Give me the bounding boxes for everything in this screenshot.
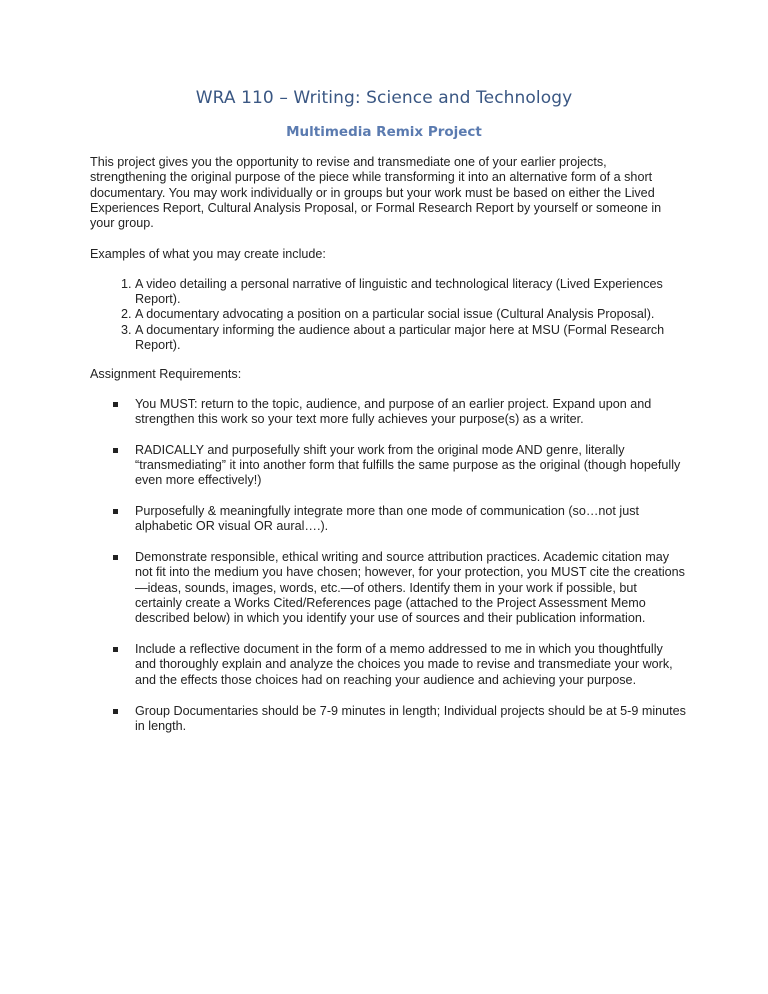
requirement-item-6 (135, 704, 686, 735)
requirements-list (90, 397, 686, 735)
square-bullet-icon (113, 448, 118, 453)
example-item-1: 1. A video detailing a personal narrative of linguistic and technological literacy (Lived Experiences Report). (135, 277, 686, 308)
requirement-text: RADICALLY and purposefully shift your work from the original mode AND genre, literally “transmediating” it into another form that fulfills the same purpose as the original (though hopefully even more effectively!) (135, 442, 681, 488)
requirement-item-2 (135, 443, 686, 489)
examples-list (90, 277, 686, 353)
requirement-text: Group Documentaries should be 7-9 minutes in length; Individual projects should be at 5-9 minutes in length. (135, 703, 686, 733)
square-bullet-icon (113, 402, 118, 407)
document-body (90, 155, 686, 750)
square-bullet-icon (113, 647, 118, 652)
requirement-item-3 (135, 504, 686, 535)
requirement-item-5 (135, 642, 686, 688)
requirement-text: You MUST: return to the topic, audience, and purpose of an earlier project. Expand upon and strengthen this work so your text more fully achieves your purpose(s) as a writer. (135, 396, 652, 426)
requirement-text: Include a reflective document in the form of a memo addressed to me in which you thoughtfully and thoroughly explain and analyze the choices you made to revise and transmediate your work, and the effects those choices had on reaching your audience and achieving your purpose. (135, 642, 673, 687)
square-bullet-icon (113, 555, 118, 560)
square-bullet-icon (113, 709, 118, 714)
intro-paragraph: This project gives you the opportunity to revise and transmediate one of your earlier projects, strengthening the original purpose of the piece while transforming it into an alternative form of a short documentary. You may work individually or in groups but your work must be based on either the Lived Experiences Report, Cultural Analysis Proposal, or Formal Research Report by yourself or someone in your group. (90, 155, 662, 231)
page-title: WRA 110 – Writing: Science and Technology (195, 88, 573, 108)
requirement-text: Purposefully & meaningfully integrate more than one mode of communication (so…not just alphabetic OR visual OR aural….). (135, 504, 640, 534)
example-item-2: 2. A documentary advocating a position on a particular social issue (Cultural Analysis Proposal). (135, 307, 686, 322)
example-item-3: 3. A documentary informing the audience about a particular major here at MSU (Formal Research Report). (135, 323, 686, 354)
page-subtitle: Multimedia Remix Project (286, 124, 482, 140)
requirement-text: Demonstrate responsible, ethical writing and source attribution practices. Academic citation may not fit into the medium you have chosen; however, for your protection, you MUST cite the creations—ideas, sounds, images, words, etc.—of others. Identify them in your work if possible, but certainly create a Works Cited/References page (attached to the Project Assessment Memo described below) in which you identify your use of sources and their publication information. (135, 550, 685, 626)
requirement-item-4 (135, 550, 686, 626)
requirements-label: Assignment Requirements: (90, 367, 242, 382)
square-bullet-icon (113, 509, 118, 514)
examples-label: Examples of what you may create include: (90, 247, 326, 262)
requirement-item-1 (135, 397, 686, 428)
